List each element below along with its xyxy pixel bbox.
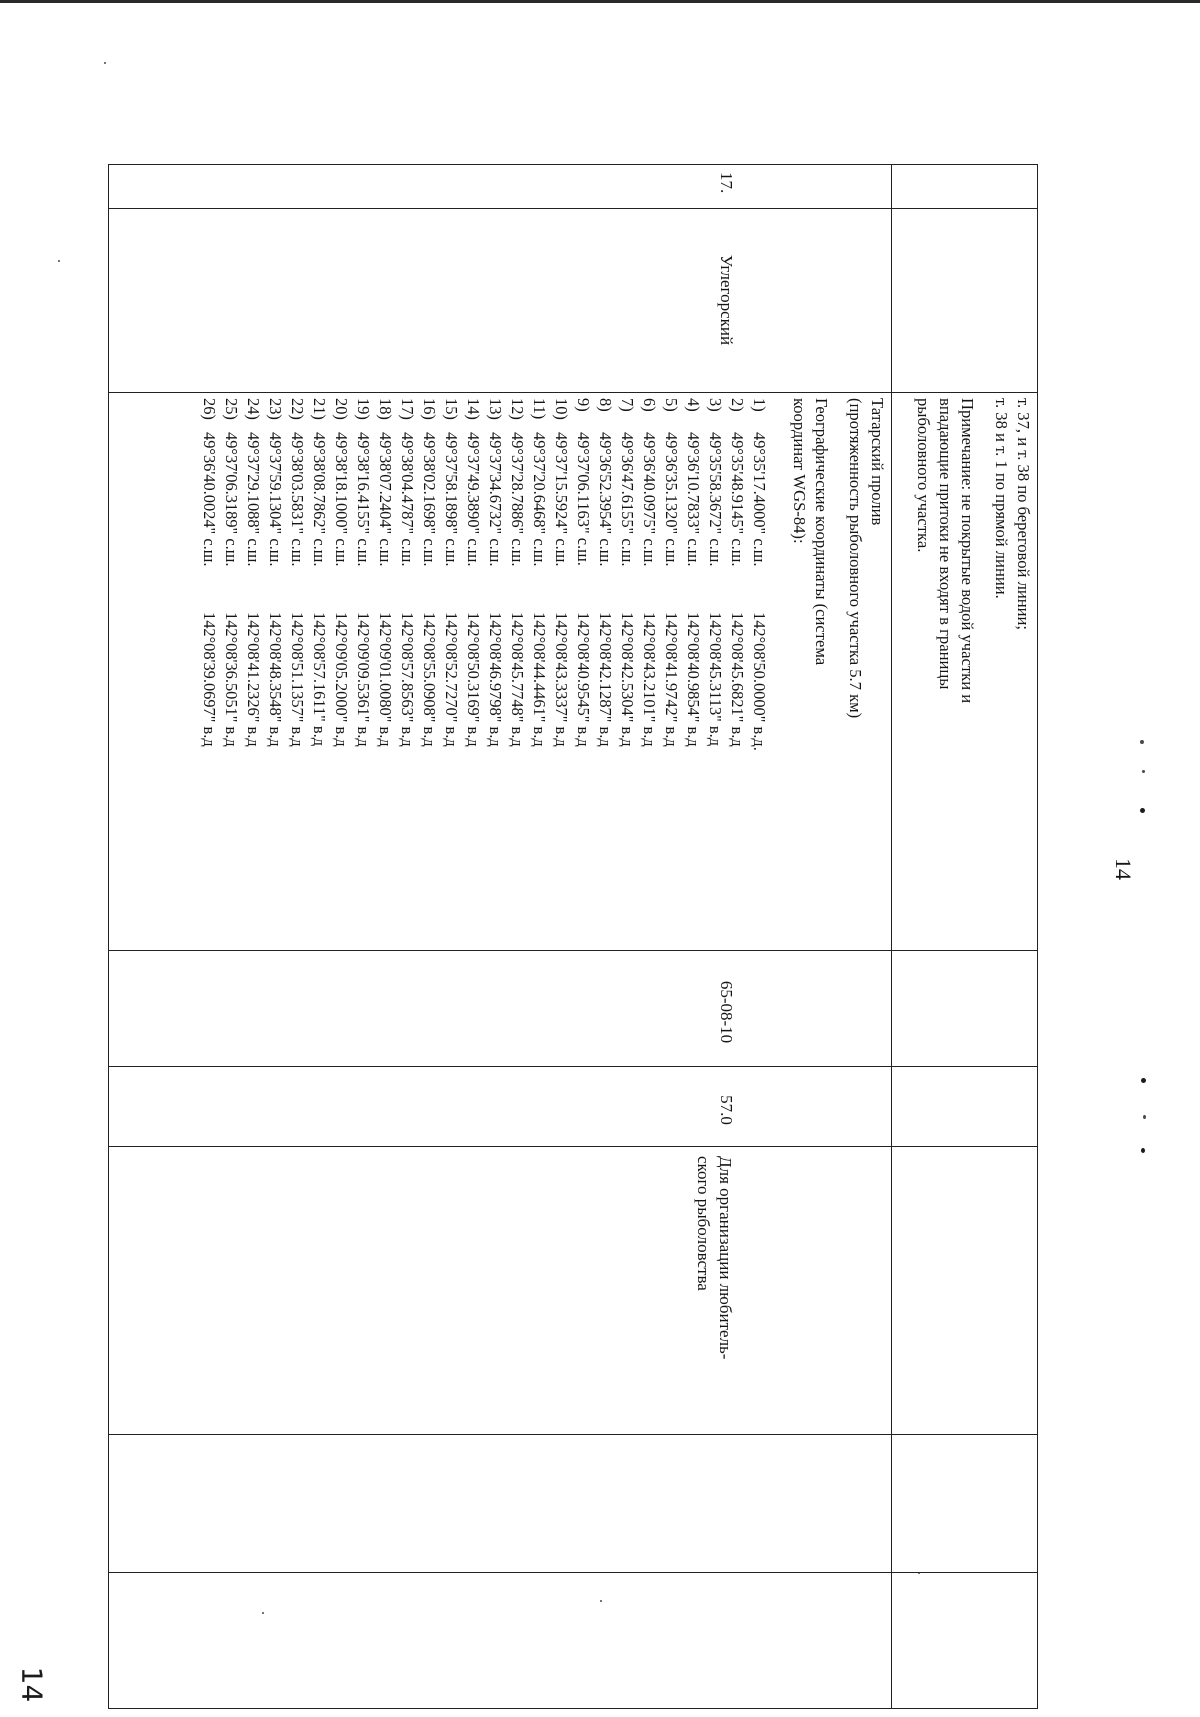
coordinate-latitude: 49°37'29.1088" с.ш. (244, 432, 263, 567)
row-number: 17. (717, 172, 736, 194)
column-separator (108, 208, 1038, 209)
coordinate-longitude: 142°08'40.9854" в.д (684, 612, 703, 747)
coordinate-index: 15) (442, 398, 461, 420)
coordinate-longitude: 142°08'50.3169" в.д (464, 612, 483, 747)
coordinate-row (286, 398, 308, 747)
coordinate-row (374, 398, 396, 747)
coordinate-row (220, 398, 242, 747)
coordinate-index: 24) (244, 398, 263, 420)
coordinate-row (638, 398, 660, 747)
coordinate-latitude: 49°38'07.2404" с.ш. (376, 432, 395, 567)
coordinate-longitude: 142°08'48.3548" в.д (266, 612, 285, 747)
coordinate-row (198, 398, 220, 747)
scan-top-edge (0, 0, 1200, 3)
coordinate-row (462, 398, 484, 747)
coordinate-index: 8) (596, 398, 615, 412)
line-gap (832, 398, 844, 938)
coordinate-index: 20) (332, 398, 351, 420)
coordinate-row (440, 398, 462, 747)
line-gap (978, 398, 990, 938)
coordinate-row (704, 398, 726, 746)
row-description (788, 398, 888, 938)
coordinate-longitude: 142°08'45.6821" в.д (728, 612, 747, 747)
coordinate-latitude: 49°35'58.3672" с.ш. (706, 432, 725, 567)
region-name: Углегорский (717, 254, 736, 346)
coordinate-index: 21) (310, 398, 329, 420)
scan-speck (1142, 770, 1145, 773)
description-line: (протяженность рыболовного участка 5.7 км) (846, 398, 865, 719)
coordinate-longitude: 142°09'09.5361" в.д (354, 612, 373, 747)
coordinate-row (660, 398, 682, 747)
coordinate-latitude: 49°36'35.1320" с.ш. (662, 432, 681, 567)
row-separator (891, 164, 892, 1709)
coordinate-latitude: 49°38'02.1698" с.ш. (420, 432, 439, 567)
coordinate-latitude: 49°37'34.6732" с.ш. (486, 432, 505, 567)
coordinate-latitude: 49°36'40.0975" с.ш. (640, 432, 659, 567)
previous-row-text-line: т. 38 и т. 1 по прямой линии. (992, 398, 1011, 599)
coordinate-row (528, 398, 550, 747)
coordinate-longitude: 142°08'57.8563" в.д (398, 612, 417, 747)
coordinate-longitude: 142°08'40.9545" в.д (574, 612, 593, 747)
coordinate-longitude: 142°08'45.3113" в.д (706, 612, 725, 747)
coordinate-latitude: 49°38'16.4155" с.ш. (354, 432, 373, 567)
coordinate-index: 10) (552, 398, 571, 420)
coordinate-row (308, 398, 330, 746)
coordinate-longitude: 142°08'45.7748" в.д (508, 612, 527, 747)
coordinate-row (594, 398, 616, 747)
coordinate-latitude: 49°38'03.5831" с.ш. (288, 432, 307, 567)
coordinate-index: 4) (684, 398, 703, 412)
coordinate-index: 12) (508, 398, 527, 420)
column-separator (108, 1146, 1038, 1147)
coordinate-row (352, 398, 374, 747)
coordinate-latitude: 49°36'52.3954" с.ш. (596, 432, 615, 567)
coordinate-index: 26) (200, 398, 219, 420)
coordinate-longitude: 142°08'51.1357" в.д (288, 612, 307, 747)
coordinate-latitude: 49°37'28.7886" с.ш. (508, 432, 527, 567)
coordinate-longitude: 142°08'50.0000" в.д. (750, 612, 769, 751)
coordinate-row (748, 398, 770, 751)
purpose-line: ского рыболовства (694, 1156, 713, 1291)
coordinate-row (330, 398, 352, 747)
purpose-line: Для организации любитель- (716, 1156, 735, 1360)
coordinate-longitude: 142°08'55.0908" в.д (420, 612, 439, 747)
scan-speck (1141, 1078, 1146, 1083)
coordinate-latitude: 49°35'48.9145" с.ш. (728, 432, 747, 567)
scan-speck (1141, 1148, 1145, 1153)
area-value: 57.0 (717, 1095, 736, 1125)
coordinate-latitude: 49°36'47.6155" с.ш. (618, 432, 637, 567)
coordinate-latitude: 49°35'17.4000" с.ш. (750, 432, 769, 567)
coordinate-latitude: 49°36'40.0024" с.ш. (200, 432, 219, 567)
scan-speck (58, 260, 60, 262)
coordinate-index: 13) (486, 398, 505, 420)
coordinate-longitude: 142°08'46.9798" в.д (486, 612, 505, 747)
previous-row-text-line: Примечание: не покрытые водой участки и (958, 398, 977, 704)
coordinate-index: 22) (288, 398, 307, 420)
coordinate-latitude: 49°37'06.1163" с.ш. (574, 432, 593, 566)
coordinate-row (726, 398, 748, 747)
coordinate-latitude: 49°38'18.1000" с.ш. (332, 432, 351, 567)
rotated-table-page (108, 164, 1038, 1709)
description-line: Географические координаты (система (812, 398, 831, 666)
previous-row-text-line: т. 37, и т. 38 по береговой линии; (1014, 398, 1033, 630)
coordinate-longitude: 142°08'41.9742" в.д (662, 612, 681, 747)
column-separator (108, 392, 1038, 393)
purpose-text (692, 1156, 736, 1406)
column-separator (108, 1572, 1038, 1573)
coordinate-longitude: 142°08'39.0697" в.д (200, 612, 219, 747)
scan-speck (1140, 808, 1145, 813)
scan-speck (104, 62, 106, 64)
coordinate-index: 9) (574, 398, 593, 412)
coordinate-longitude: 142°08'43.2101" в.д (640, 612, 659, 747)
coordinate-latitude: 49°37'15.5924" с.ш. (552, 432, 571, 567)
page-number: 14 (1111, 858, 1136, 880)
previous-row-text-line: рыболовного участка. (914, 398, 933, 553)
description-line: Татарский пролив (868, 398, 887, 526)
coordinate-index: 14) (464, 398, 483, 420)
coordinate-row (396, 398, 418, 747)
coordinate-index: 18) (376, 398, 395, 420)
coordinate-latitude: 49°37'20.6468" с.ш. (530, 432, 549, 567)
coordinate-longitude: 142°08'57.1611" в.д (310, 612, 329, 747)
coordinate-longitude: 142°08'52.7270" в.д (442, 612, 461, 747)
coordinate-index: 7) (618, 398, 637, 412)
area-code: 65-08-10 (717, 980, 736, 1044)
coordinate-longitude: 142°09'05.2000" в.д (332, 612, 351, 747)
coordinate-row (616, 398, 638, 747)
coordinate-latitude: 49°36'10.7833" с.ш. (684, 432, 703, 567)
coordinate-row (550, 398, 572, 747)
coordinate-longitude: 142°08'42.5304" в.д (618, 612, 637, 747)
coordinate-row (506, 398, 528, 747)
coordinate-longitude: 142°08'43.3337" в.д (552, 612, 571, 747)
coordinate-index: 17) (398, 398, 417, 420)
coordinate-index: 3) (706, 398, 725, 412)
scan-speck (1143, 1115, 1146, 1119)
column-separator (108, 1434, 1038, 1435)
coordinate-index: 23) (266, 398, 285, 420)
coordinate-row (242, 398, 264, 747)
coordinate-latitude: 49°37'49.3890" с.ш. (464, 432, 483, 567)
coordinate-latitude: 49°37'59.1304" с.ш. (266, 432, 285, 567)
description-line: координат WGS-84): (790, 398, 809, 544)
handwritten-page-number: 14 (15, 1666, 49, 1703)
coordinate-index: 6) (640, 398, 659, 412)
coordinate-row (572, 398, 594, 747)
coordinate-latitude: 49°37'06.3189" с.ш. (222, 432, 241, 567)
scan-speck (1140, 740, 1144, 744)
coordinate-longitude: 142°08'44.4461" в.д (530, 612, 549, 747)
coordinate-index: 25) (222, 398, 241, 420)
coordinate-row (418, 398, 440, 747)
coordinate-index: 5) (662, 398, 681, 412)
coordinate-row (264, 398, 286, 747)
coordinate-latitude: 49°38'08.7862" с.ш. (310, 432, 329, 567)
column-separator (108, 1066, 1038, 1067)
coordinate-index: 19) (354, 398, 373, 420)
coordinate-index: 2) (728, 398, 747, 412)
column-separator (108, 950, 1038, 951)
coordinate-index: 11) (530, 398, 549, 420)
coordinate-longitude: 142°08'41.2326" в.д (244, 612, 263, 747)
coordinate-longitude: 142°08'36.5051" в.д (222, 612, 241, 747)
coordinate-latitude: 49°37'58.1898" с.ш. (442, 432, 461, 567)
table-frame (108, 164, 1038, 1709)
previous-row-description (912, 398, 1034, 938)
coordinate-row (682, 398, 704, 747)
coordinate-longitude: 142°08'42.1287" в.д (596, 612, 615, 747)
coordinate-longitude: 142°09'01.0080" в.д (376, 612, 395, 747)
coordinate-row (484, 398, 506, 747)
coordinate-index: 16) (420, 398, 439, 420)
coordinate-latitude: 49°38'04.4787" с.ш. (398, 432, 417, 567)
coordinate-index: 1) (750, 398, 769, 412)
previous-row-text-line: впадающие притоки не входят в границы (936, 398, 955, 690)
